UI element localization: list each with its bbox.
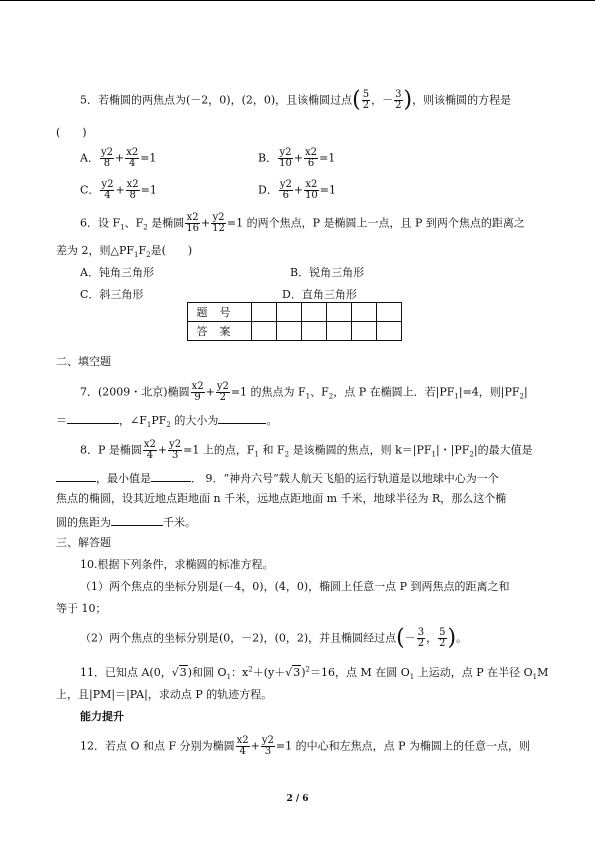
- blank-max[interactable]: [56, 470, 96, 482]
- question-9-line2: 焦点的椭圆，设其近地点距地面 n 千米，远地点距地面 m 千米，地球半径为 R，那么这个椭: [56, 492, 507, 505]
- question-8-line2: ，最小值是 ． 9．“神舟六号”载人航天飞船的运行轨道是以地球中心为一个: [56, 470, 499, 486]
- question-10: 10.根据下列条件，求椭圆的标准方程。: [80, 558, 274, 571]
- answer-cell: [377, 303, 402, 322]
- answer-table-header-answer: 答案: [188, 322, 252, 341]
- blank-focal-distance[interactable]: [111, 514, 163, 526]
- answer-cell: [252, 303, 277, 322]
- answer-cell: [352, 303, 377, 322]
- option-6c: C．斜三角形: [80, 288, 144, 301]
- question-10-part2: （2）两个焦点的坐标分别是(0，－2)，(0，2)，并且椭圆经过点(－ $\frac{3}{2}$ ， $\frac{5}{2}$ )。: [80, 625, 468, 651]
- question-11-line2: 上，且|PM|＝|PA|，求动点 P 的轨迹方程。: [56, 688, 273, 701]
- answer-cell: [277, 322, 302, 341]
- answer-cell: [302, 303, 327, 322]
- question-6: 6．设 $F_1$、$F_2$ 是椭圆 $\frac{x2}{16}$ + $\frac{y2}{12}$ =1 的两个焦点，P 是椭圆上一点，且 P 到两个焦点的距离之: [80, 212, 525, 234]
- answer-cell: [302, 322, 327, 341]
- answer-cell: [277, 303, 302, 322]
- answer-table-header-number: 题号: [188, 303, 252, 322]
- page-number: 2 / 6: [286, 794, 309, 804]
- question-10-part1-line2: 等于 10；: [56, 602, 107, 615]
- question-5: 5．若椭圆的两焦点为(－2，0)，(2，0)，且该椭圆过点( $\frac{5}{2}$ ，－ $\frac{3}{2}$ )，则该椭圆的方程是: [80, 87, 512, 113]
- option-6d: D．直角三角形: [282, 288, 357, 301]
- answer-cell: [352, 322, 377, 341]
- question-6-line2: 差为 2，则$\triangle PF_1F_2$是( ): [56, 244, 193, 260]
- answer-cell: [377, 322, 402, 341]
- section-fill-in: 二、填空题: [56, 355, 111, 368]
- option-5c: C． $\frac{y2}{4}$ + $\frac{x2}{8}$ =1: [80, 179, 157, 201]
- answer-table: [187, 302, 402, 341]
- question-10-part1: （1）两个焦点的坐标分别是(－4，0)，(4，0)，椭圆上任意一点 P 到两焦点的距离之和: [80, 580, 510, 593]
- answer-cell: [327, 303, 352, 322]
- answer-table-row-answer: [188, 322, 402, 341]
- point-x-fraction: $\frac{5}{2}$: [362, 89, 370, 111]
- option-5a: A． $\frac{y2}{8}$ + $\frac{x2}{4}$ =1: [80, 147, 157, 169]
- section-ability: 能力提升: [80, 710, 124, 723]
- answer-cell: [252, 322, 277, 341]
- question-9-line3: 圆的焦距为 千米。: [56, 516, 196, 529]
- question-5-answer-paren: ( ): [56, 126, 87, 139]
- option-6a: A．钝角三角形: [80, 266, 154, 279]
- question-11: 11．已知点 A(0，√3)和圆 $O_1$：$x^2+(y+√3)^2=16$，点 M 在圆 $O_1$ 上运动，点 P 在半径 $O_1M$: [80, 665, 549, 682]
- answer-table-row-number: [188, 303, 402, 322]
- answer-cell: [327, 322, 352, 341]
- question-7: 7．(2009・北京)椭圆 $\frac{x2}{9}$ + $\frac{y2}{2}$ =1 的焦点为 $F_1$、$F_2$，点 P 在椭圆上．若$|PF_1|=4$，则$|PF_2|$: [80, 381, 528, 403]
- top-rule: [0, 0, 595, 1]
- blank-angle[interactable]: [218, 412, 266, 424]
- point-y-fraction: $\frac{3}{2}$: [395, 89, 402, 111]
- option-5b: B． $\frac{y2}{10}$ + $\frac{x2}{6}$ =1: [258, 147, 336, 169]
- blank-pf2[interactable]: [67, 412, 119, 424]
- section-answer: 三、解答题: [56, 536, 111, 549]
- question-12: 12．若点 O 和点 F 分别为椭圆 $\frac{x2}{4}$ + $\frac{y2}{3}$ =1 的中心和左焦点，点 P 为椭圆上的任意一点，则: [80, 735, 530, 757]
- question-8: 8．P 是椭圆 $\frac{x2}{4}$ + $\frac{y2}{3}$ =1 上的点，$F_1$ 和 $F_2$ 是该椭圆的焦点，则 $k=|PF_1|$・$|PF_2|$的最大值是: [80, 439, 533, 461]
- question-7-line2: ＝ ，$\angle F_1PF_2$ 的大小为 。: [56, 414, 278, 430]
- option-6b: B．锐角三角形: [290, 266, 365, 279]
- blank-min[interactable]: [151, 470, 191, 482]
- option-5d: D． $\frac{y2}{6}$ + $\frac{x2}{10}$ =1: [258, 179, 337, 201]
